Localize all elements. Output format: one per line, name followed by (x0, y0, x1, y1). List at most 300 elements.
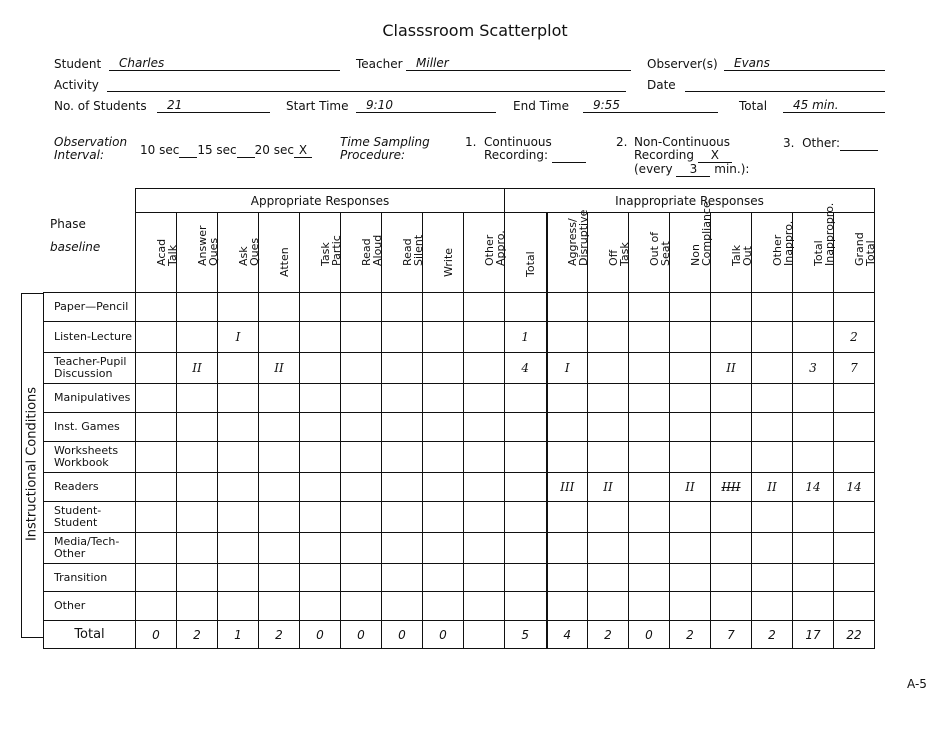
column-header: Atten (259, 213, 300, 293)
tally-cell[interactable] (752, 293, 793, 322)
tally-cell[interactable] (423, 533, 464, 564)
tally-cell[interactable] (382, 442, 423, 473)
tally-cell[interactable] (505, 533, 547, 564)
tally-cell[interactable] (711, 384, 752, 413)
observer-label: Observer(s) (647, 57, 718, 71)
tally-cell[interactable] (629, 293, 670, 322)
tally-cell[interactable] (382, 384, 423, 413)
tally-cell[interactable] (464, 413, 505, 442)
tally-cell[interactable] (547, 564, 588, 592)
tally-cell[interactable] (793, 502, 834, 533)
end-time-label: End Time (513, 99, 569, 113)
tally-cell[interactable] (711, 533, 752, 564)
tally-cell[interactable] (752, 564, 793, 592)
row-label: Student-Student (44, 502, 136, 533)
tally-cell[interactable] (177, 413, 218, 442)
tally-cell[interactable] (547, 413, 588, 442)
start-time-field[interactable]: 9:10 (356, 99, 496, 113)
tally-cell[interactable] (670, 353, 711, 384)
tally-cell[interactable] (547, 592, 588, 621)
tally-cell[interactable] (629, 473, 670, 502)
column-header: Other Inappro. (752, 213, 793, 293)
tally-cell[interactable] (423, 502, 464, 533)
tally-cell[interactable] (177, 473, 218, 502)
tally-cell[interactable] (834, 533, 875, 564)
tally-cell[interactable] (423, 442, 464, 473)
tally-cell[interactable] (752, 442, 793, 473)
observation-interval-label: Observation Interval: (54, 135, 128, 162)
tally-cell[interactable] (136, 592, 177, 621)
tally-cell[interactable] (300, 413, 341, 442)
tally-cell[interactable] (711, 442, 752, 473)
tally-cell[interactable] (423, 384, 464, 413)
interval-10sec[interactable]: 10 sec (140, 143, 180, 157)
row-label: Worksheets Workbook (44, 442, 136, 473)
other-procedure-field[interactable] (840, 136, 878, 151)
tally-cell[interactable] (464, 564, 505, 592)
tally-cell[interactable] (588, 442, 629, 473)
tally-cell[interactable] (547, 502, 588, 533)
student-field[interactable]: Charles (109, 57, 340, 71)
start-time-label: Start Time (286, 99, 349, 113)
total-cell[interactable]: 2 (259, 621, 300, 649)
tally-cell[interactable] (300, 442, 341, 473)
tally-cell[interactable] (629, 533, 670, 564)
table-row (44, 353, 875, 384)
tally-cell[interactable] (382, 502, 423, 533)
tally-cell[interactable] (711, 502, 752, 533)
tally-cell[interactable] (505, 473, 547, 502)
tally-cell[interactable]: 14 (834, 473, 875, 502)
tally-cell[interactable] (177, 533, 218, 564)
tally-cell[interactable] (218, 353, 259, 384)
tally-cell[interactable] (464, 322, 505, 353)
column-header: Acad Talk (136, 213, 177, 293)
table-row (44, 533, 875, 564)
tally-cell[interactable] (300, 322, 341, 353)
tally-cell[interactable] (136, 322, 177, 353)
tally-cell[interactable] (300, 592, 341, 621)
tally-cell[interactable]: 14 (793, 473, 834, 502)
num-students-field[interactable]: 21 (157, 99, 270, 113)
total-cell[interactable]: 7 (711, 621, 752, 649)
tally-cell[interactable] (711, 564, 752, 592)
tally-cell[interactable] (629, 442, 670, 473)
row-label: Transition (44, 564, 136, 592)
tally-cell[interactable]: IIII (711, 473, 752, 502)
tally-cell[interactable] (218, 413, 259, 442)
tally-cell[interactable] (752, 533, 793, 564)
tally-cell[interactable] (588, 533, 629, 564)
tally-cell[interactable] (423, 322, 464, 353)
tally-cell[interactable]: II (752, 473, 793, 502)
tally-cell[interactable] (629, 592, 670, 621)
tally-cell[interactable] (464, 502, 505, 533)
tally-cell[interactable] (834, 592, 875, 621)
tally-cell[interactable] (341, 442, 382, 473)
tally-cell[interactable] (177, 592, 218, 621)
tally-cell[interactable] (505, 413, 547, 442)
tally-cell[interactable] (177, 384, 218, 413)
tally-cell[interactable]: III (547, 473, 588, 502)
tally-cell[interactable]: II (711, 353, 752, 384)
table-row (44, 592, 875, 621)
column-header: Total (505, 213, 547, 293)
activity-label: Activity (54, 78, 99, 92)
column-header: Non Compliance (670, 213, 711, 293)
column-header: Read Silent (382, 213, 423, 293)
tally-cell[interactable] (752, 502, 793, 533)
page-number: A-5 (907, 677, 927, 691)
tally-cell[interactable] (464, 384, 505, 413)
row-label: Other (44, 592, 136, 621)
every-minutes-field[interactable]: 3 (676, 163, 710, 177)
tally-cell[interactable] (218, 564, 259, 592)
tally-cell[interactable] (793, 384, 834, 413)
tally-cell[interactable] (136, 353, 177, 384)
total-cell[interactable]: 2 (670, 621, 711, 649)
tally-cell[interactable] (464, 473, 505, 502)
tally-cell[interactable] (547, 384, 588, 413)
column-header: Talk Out (711, 213, 752, 293)
tally-cell[interactable] (752, 322, 793, 353)
tally-cell[interactable]: I (218, 322, 259, 353)
tally-cell[interactable] (177, 442, 218, 473)
total-cell[interactable]: 0 (629, 621, 670, 649)
tally-cell[interactable]: I (547, 353, 588, 384)
tally-cell[interactable] (670, 293, 711, 322)
tally-cell[interactable] (136, 384, 177, 413)
scatterplot-table (43, 188, 875, 649)
table-row (44, 413, 875, 442)
tally-cell[interactable] (834, 564, 875, 592)
tally-cell[interactable] (341, 293, 382, 322)
tally-cell[interactable] (300, 353, 341, 384)
tally-cell[interactable] (259, 473, 300, 502)
tally-cell[interactable] (259, 322, 300, 353)
column-header: Task Partic (300, 213, 341, 293)
total-time-label: Total (739, 99, 768, 113)
tally-cell[interactable] (547, 293, 588, 322)
tally-cell[interactable] (547, 322, 588, 353)
tally-cell[interactable] (752, 413, 793, 442)
tally-cell[interactable] (670, 322, 711, 353)
tally-cell[interactable] (711, 413, 752, 442)
tally-cell[interactable] (588, 564, 629, 592)
procedure-continuous-text: Continuous Recording: (484, 136, 586, 163)
tally-cell[interactable] (629, 322, 670, 353)
tally-cell[interactable] (136, 442, 177, 473)
tally-cell[interactable] (670, 384, 711, 413)
totals-row (44, 621, 875, 649)
tally-cell[interactable] (670, 533, 711, 564)
tally-cell[interactable] (177, 502, 218, 533)
total-cell[interactable]: 0 (423, 621, 464, 649)
end-time-field[interactable]: 9:55 (583, 99, 718, 113)
tally-cell[interactable]: II (670, 473, 711, 502)
tally-cell[interactable] (670, 502, 711, 533)
total-cell[interactable]: 22 (834, 621, 875, 649)
tally-cell[interactable] (423, 564, 464, 592)
total-cell[interactable]: 0 (136, 621, 177, 649)
tally-cell[interactable] (464, 293, 505, 322)
column-header: Total Inappropro. (793, 213, 834, 293)
total-cell[interactable]: 1 (218, 621, 259, 649)
tally-cell[interactable] (670, 564, 711, 592)
tally-cell[interactable] (793, 293, 834, 322)
table-row (44, 564, 875, 592)
row-label: Readers (44, 473, 136, 502)
tally-cell[interactable] (218, 473, 259, 502)
tally-cell[interactable] (834, 293, 875, 322)
tally-cell[interactable] (505, 502, 547, 533)
tally-cell[interactable] (259, 592, 300, 621)
total-cell[interactable]: 2 (752, 621, 793, 649)
date-label: Date (647, 78, 676, 92)
table-row (44, 384, 875, 413)
tally-cell[interactable] (382, 533, 423, 564)
tally-cell[interactable] (341, 384, 382, 413)
tally-cell[interactable] (136, 413, 177, 442)
column-header: Off Task (588, 213, 629, 293)
tally-cell[interactable] (341, 564, 382, 592)
tally-cell[interactable] (177, 322, 218, 353)
tally-cell[interactable] (341, 502, 382, 533)
tally-cell[interactable] (588, 384, 629, 413)
tally-cell[interactable] (341, 322, 382, 353)
tally-cell[interactable] (382, 473, 423, 502)
tally-cell[interactable] (218, 384, 259, 413)
tally-cell[interactable] (259, 293, 300, 322)
tally-cell[interactable] (670, 442, 711, 473)
tally-cell[interactable] (136, 564, 177, 592)
tally-cell[interactable] (423, 473, 464, 502)
instructional-conditions-label: Instructional Conditions (24, 386, 40, 542)
column-header: Write (423, 213, 464, 293)
num-students-label: No. of Students (54, 99, 147, 113)
procedure-other: 3. Other: (783, 136, 878, 151)
tally-cell[interactable] (136, 502, 177, 533)
tally-cell[interactable] (752, 592, 793, 621)
student-label: Student (54, 57, 102, 71)
column-header: Aggress/ Disruptive (547, 213, 588, 293)
total-cell[interactable]: 0 (300, 621, 341, 649)
tally-cell[interactable]: II (588, 473, 629, 502)
tally-cell[interactable] (259, 564, 300, 592)
tally-cell[interactable] (382, 322, 423, 353)
continuous-recording-field[interactable] (552, 149, 586, 163)
tally-cell[interactable] (588, 322, 629, 353)
tally-cell[interactable] (259, 413, 300, 442)
tally-cell[interactable] (711, 322, 752, 353)
tally-cell[interactable] (382, 293, 423, 322)
tally-cell[interactable] (711, 592, 752, 621)
tally-cell[interactable] (382, 564, 423, 592)
table-row (44, 502, 875, 533)
tally-cell[interactable] (588, 592, 629, 621)
row-label: Teacher-Pupil Discussion (44, 353, 136, 384)
tally-cell[interactable]: 2 (834, 322, 875, 353)
row-label: Manipulatives (44, 384, 136, 413)
tally-cell[interactable]: 4 (505, 353, 547, 384)
date-field[interactable] (685, 78, 885, 92)
total-cell[interactable]: 2 (588, 621, 629, 649)
tally-cell[interactable] (423, 353, 464, 384)
tally-cell[interactable]: II (177, 353, 218, 384)
tally-cell[interactable] (464, 592, 505, 621)
tally-cell[interactable] (588, 413, 629, 442)
row-label: Listen-Lecture (44, 322, 136, 353)
activity-field[interactable] (107, 78, 626, 92)
page-title: Classsroom Scatterplot (382, 21, 568, 40)
tally-cell[interactable] (218, 442, 259, 473)
tally-cell[interactable] (423, 592, 464, 621)
teacher-label: Teacher (356, 57, 403, 71)
tally-cell[interactable]: 7 (834, 353, 875, 384)
inappropriate-responses-header: Inappropriate Responses (505, 189, 875, 213)
total-cell[interactable]: 17 (793, 621, 834, 649)
row-label: Media/Tech-Other (44, 533, 136, 564)
tally-cell[interactable] (341, 353, 382, 384)
total-cell[interactable]: 5 (505, 621, 547, 649)
teacher-field[interactable]: Miller (406, 57, 631, 71)
total-time-field[interactable]: 45 min. (783, 99, 885, 113)
tally-cell[interactable] (505, 293, 547, 322)
interval-20sec[interactable]: 20 sec (254, 143, 294, 157)
total-label: Total (44, 621, 136, 649)
column-header: Out of Seat (629, 213, 670, 293)
tally-cell[interactable] (464, 353, 505, 384)
tally-cell[interactable] (341, 592, 382, 621)
table-row (44, 442, 875, 473)
tally-cell[interactable] (218, 293, 259, 322)
tally-cell[interactable] (259, 502, 300, 533)
table-row (44, 293, 875, 322)
tally-cell[interactable] (752, 384, 793, 413)
tally-cell[interactable] (341, 473, 382, 502)
tally-cell[interactable] (177, 564, 218, 592)
tally-cell[interactable] (136, 473, 177, 502)
tally-cell[interactable] (505, 592, 547, 621)
tally-cell[interactable] (382, 353, 423, 384)
total-cell[interactable]: 4 (547, 621, 588, 649)
tally-cell[interactable] (629, 564, 670, 592)
tally-cell[interactable] (547, 442, 588, 473)
tally-cell[interactable] (300, 502, 341, 533)
phase-value: baseline (50, 240, 101, 254)
tally-cell[interactable] (588, 353, 629, 384)
tally-cell[interactable] (218, 592, 259, 621)
tally-cell[interactable] (464, 442, 505, 473)
tally-cell[interactable] (218, 533, 259, 564)
tally-cell[interactable] (423, 413, 464, 442)
tally-cell[interactable] (300, 293, 341, 322)
tally-cell[interactable]: II (259, 353, 300, 384)
tally-cell[interactable] (547, 533, 588, 564)
total-cell[interactable]: 0 (382, 621, 423, 649)
tally-cell[interactable] (670, 592, 711, 621)
procedure-continuous: 1. (465, 135, 477, 149)
tally-cell[interactable] (793, 533, 834, 564)
tally-cell[interactable] (629, 353, 670, 384)
tally-cell[interactable] (423, 293, 464, 322)
tally-cell[interactable] (300, 384, 341, 413)
procedure-noncontinuous: 2. (616, 135, 628, 149)
table-row (44, 322, 875, 353)
tally-cell[interactable] (300, 473, 341, 502)
row-label: Inst. Games (44, 413, 136, 442)
tally-cell[interactable] (793, 442, 834, 473)
tally-cell[interactable] (259, 442, 300, 473)
appropriate-responses-header: Appropriate Responses (136, 189, 505, 213)
tally-cell[interactable] (629, 384, 670, 413)
row-label: Paper—Pencil (44, 293, 136, 322)
interval-options (140, 143, 312, 158)
tally-cell[interactable] (793, 564, 834, 592)
column-header: Answer Ques (177, 213, 218, 293)
tally-cell[interactable] (341, 533, 382, 564)
tally-cell[interactable] (752, 353, 793, 384)
tally-cell[interactable] (218, 502, 259, 533)
noncontinuous-recording-mark[interactable]: X (698, 149, 732, 163)
tally-cell[interactable] (834, 413, 875, 442)
phase-label: Phase (50, 217, 86, 231)
tally-cell[interactable] (711, 293, 752, 322)
procedure-noncontinuous-text: Non-Continuous Recording X (every 3 min.): (634, 135, 750, 176)
tally-cell[interactable] (505, 564, 547, 592)
tally-cell[interactable] (629, 502, 670, 533)
table-row (44, 473, 875, 502)
tally-cell[interactable] (136, 293, 177, 322)
interval-20sec-mark[interactable]: X (294, 143, 312, 158)
column-header: Read Aloud (341, 213, 382, 293)
tally-cell[interactable] (259, 384, 300, 413)
column-header: Ask Ques (218, 213, 259, 293)
time-sampling-label: Time Sampling Procedure: (340, 135, 430, 162)
tally-cell[interactable] (259, 533, 300, 564)
tally-cell[interactable] (505, 384, 547, 413)
tally-cell[interactable] (341, 413, 382, 442)
tally-cell[interactable] (834, 442, 875, 473)
tally-cell[interactable] (382, 592, 423, 621)
tally-cell[interactable] (793, 413, 834, 442)
tally-cell[interactable] (588, 502, 629, 533)
tally-cell[interactable]: 1 (505, 322, 547, 353)
tally-cell[interactable] (505, 442, 547, 473)
tally-cell[interactable] (793, 592, 834, 621)
tally-cell[interactable] (834, 502, 875, 533)
column-header: Grand Total (834, 213, 875, 293)
tally-cell[interactable] (382, 413, 423, 442)
tally-cell[interactable] (300, 533, 341, 564)
tally-cell[interactable] (793, 322, 834, 353)
total-cell[interactable]: 2 (177, 621, 218, 649)
tally-cell[interactable] (834, 384, 875, 413)
tally-cell[interactable] (136, 533, 177, 564)
observer-field[interactable]: Evans (724, 57, 885, 71)
tally-cell[interactable] (464, 533, 505, 564)
tally-cell[interactable] (670, 413, 711, 442)
tally-cell[interactable]: 3 (793, 353, 834, 384)
total-cell[interactable]: 0 (341, 621, 382, 649)
interval-15sec[interactable]: 15 sec (197, 143, 237, 157)
total-cell[interactable] (464, 621, 505, 649)
tally-cell[interactable] (629, 413, 670, 442)
column-header: Other Appro. (464, 213, 505, 293)
tally-cell[interactable] (177, 293, 218, 322)
tally-cell[interactable] (588, 293, 629, 322)
tally-cell[interactable] (300, 564, 341, 592)
